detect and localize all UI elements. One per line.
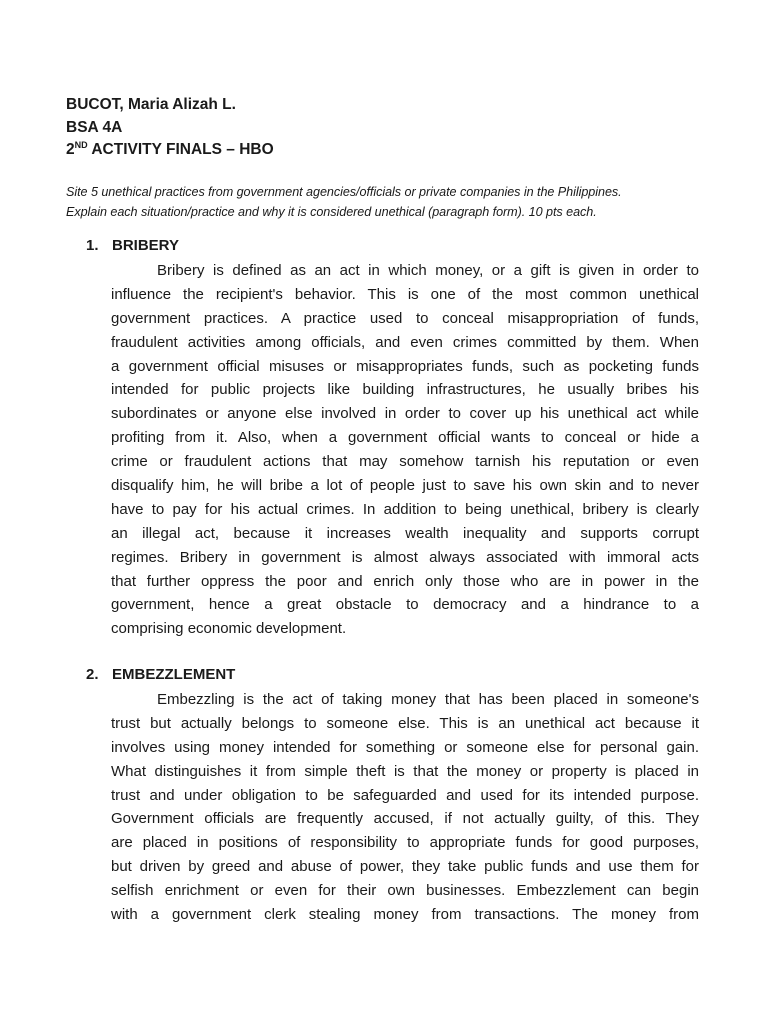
section-title: EMBEZZLEMENT xyxy=(112,666,236,683)
section-paragraph xyxy=(111,688,699,927)
paragraph-line: crime or fraudulent actions that may somehow tarnish his reputation or even xyxy=(111,453,699,471)
section-number: 1. xyxy=(86,237,99,254)
section-heading xyxy=(86,664,702,688)
section-embezzlement xyxy=(86,664,702,927)
activity-suffix: ND xyxy=(74,140,88,150)
paragraph-line: fraudulent activities among officials, and even crimes committed by them. When xyxy=(111,333,699,351)
instructions xyxy=(66,182,706,222)
activity-title xyxy=(66,139,274,162)
paragraph-line: disqualify him, he will bribe a lot of people just to save his own skin and to never xyxy=(111,477,699,495)
paragraph-line: government, hence a great obstacle to democracy and a hindrance to a xyxy=(111,596,699,614)
paragraph-line: but driven by greed and abuse of power, they take public funds and use them for xyxy=(111,858,699,876)
section-title: BRIBERY xyxy=(112,237,179,254)
paragraph-line: What distinguishes it from simple theft is that the money or property is placed in xyxy=(111,762,699,780)
student-name: BUCOT, Maria Alizah L. xyxy=(66,96,236,113)
paragraph-line: trust and under obligation to be safeguarded and used for its intended purpose. xyxy=(111,786,699,804)
section-paragraph xyxy=(111,259,699,641)
paragraph-line: involves using money intended for something or someone else for personal gain. xyxy=(111,738,699,756)
section-number: 2. xyxy=(86,666,99,683)
paragraph-line: comprising economic development. xyxy=(111,620,347,638)
paragraph-line: intended for public projects like building infrastructures, he usually bribes his xyxy=(111,381,699,399)
instructions-line: Site 5 unethical practices from government agencies/officials or private companies in the Philippines. xyxy=(66,185,622,199)
paragraph-line: regimes. Bribery in government is almost always associated with immoral acts xyxy=(111,548,699,566)
activity-number: 2 xyxy=(66,141,75,158)
paragraph-line: influence the recipient's behavior. This is one of the most common unethical xyxy=(111,285,699,303)
paragraph-line: profiting from it. Also, when a government official wants to conceal or hide a xyxy=(111,429,699,447)
paragraph-line: Embezzling is the act of taking money that has been placed in someone's xyxy=(157,691,699,708)
paragraph-line: that further oppress the poor and enrich only those who are in power in the xyxy=(111,572,699,590)
paragraph-line: Bribery is defined as an act in which money, or a gift is given in order to xyxy=(157,262,699,279)
paragraph-line: subordinates or anyone else involved in order to cover up his unethical act while xyxy=(111,405,699,423)
paragraph-line: an illegal act, because it increases wealth inequality and supports corrupt xyxy=(111,524,699,542)
activity-title-text: ACTIVITY FINALS – HBO xyxy=(87,141,274,158)
paragraph-line: selfish enrichment or even for their own businesses. Embezzlement can begin xyxy=(111,882,699,900)
instructions-line: Explain each situation/practice and why it is considered unethical (paragraph form). 10 pts each. xyxy=(66,205,597,219)
section-bribery xyxy=(86,235,702,641)
section-heading xyxy=(86,235,702,259)
paragraph-line: trust but actually belongs to someone else. This is an unethical act because it xyxy=(111,714,699,732)
paragraph-line: a government official misuses or misappropriates funds, such as pocketing funds xyxy=(111,357,699,375)
student-section: BSA 4A xyxy=(66,118,123,136)
paragraph-line: are placed in positions of responsibility to appropriate funds for good purposes, xyxy=(111,834,699,852)
paragraph-line: government practices. A practice used to conceal misappropriation of funds, xyxy=(111,309,699,327)
paragraph-line: with a government clerk stealing money from transactions. The money from xyxy=(111,906,699,924)
paragraph-line: have to pay for his actual crimes. In addition to being unethical, bribery is clearly xyxy=(111,500,699,518)
paragraph-line: Government officials are frequently accused, if not actually guilty, of this. They xyxy=(111,810,699,828)
header-block xyxy=(66,94,274,162)
